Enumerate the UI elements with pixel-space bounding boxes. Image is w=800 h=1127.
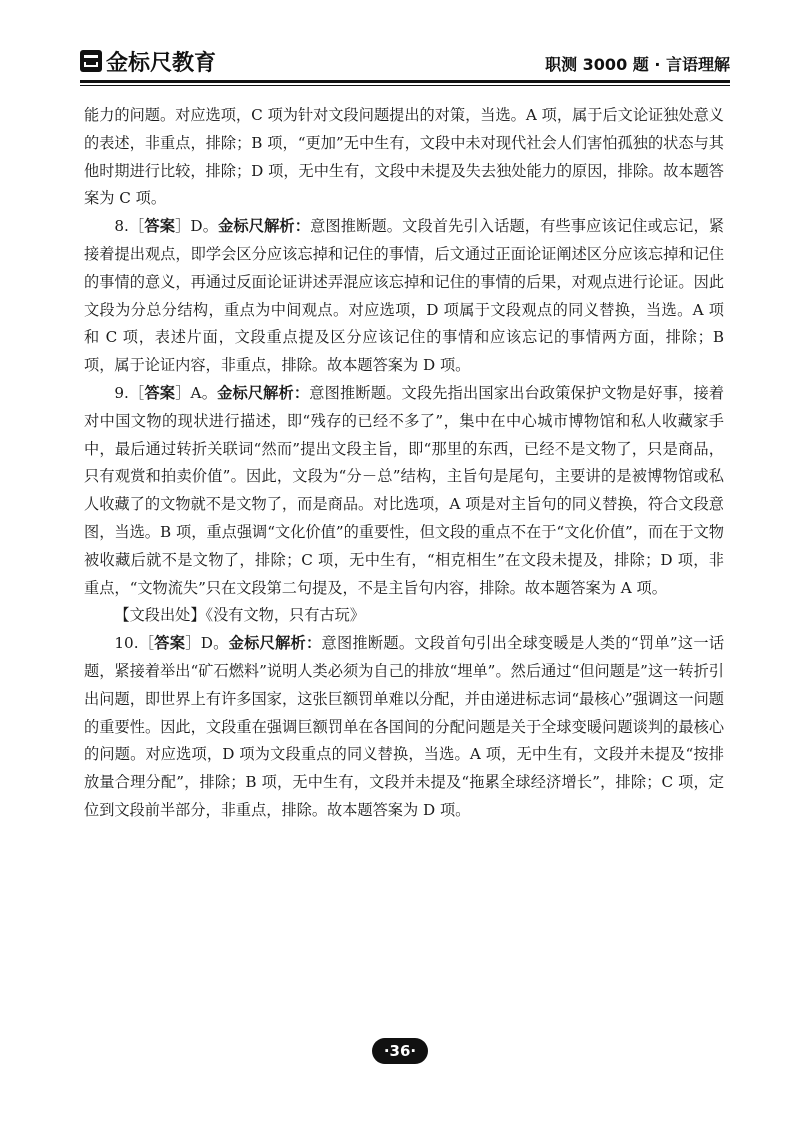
book-title: 职测 3000 题 · 言语理解	[545, 55, 730, 74]
question-10-answer-label: 答案	[154, 634, 186, 653]
brand-logo-icon	[80, 50, 102, 72]
question-9-answer: ］A。	[175, 383, 218, 402]
question-9-explanation	[84, 380, 724, 602]
brand-name: 金标尺教育	[106, 50, 217, 76]
question-8-number: 8.［	[114, 217, 145, 236]
continuation-paragraph: 能力的问题。对应选项，C 项为针对文段问题提出的对策，当选。A 项，属于后文论证独处意义的表述，非重点，排除；B 项，“更加”无中生有，文段中未对现代社会人们害怕孤独的状态与其他时期进行比较，排除；D 项，无中生有，文段中未提及失去独处能力的原因，排除。故本题答案为 C 项。	[84, 106, 724, 208]
page-header	[80, 44, 730, 80]
header-divider-thin	[80, 85, 730, 86]
source-note: 【文段出处】《没有文物，只有古玩》	[114, 606, 365, 625]
question-10-text: 意图推断题。文段首句引出全球变暖是人类的“罚单”这一话题，紧接着举出“矿石燃料”说明人类必须为自己的排放“埋单”。然后通过“但问题是”这一转折引出问题，即世界上有许多国家，这张巨额罚单难以分配，并由递进标志词“最核心”强调这一问题的重要性。因此，文段重在强调巨额罚单在各国间的分配问题是关于全球变暖问题谈判的最核心的问题。对应选项，D 项为文段重点的同义替换，当选。A 项，无中生有，文段并未提及“按排放量合理分配”，排除；B 项，无中生有，文段并未提及“拖累全球经济增长”，排除；C 项，定位到文段前半部分，非重点，排除。故本题答案为 D 项。	[84, 634, 725, 819]
question-9-answer-label: 答案	[144, 383, 176, 402]
question-9-number: 9.［	[114, 383, 145, 402]
question-8-answer: ］D。	[175, 217, 219, 236]
page-number: ·36·	[372, 1038, 428, 1064]
question-10-number: 10.［	[114, 634, 155, 653]
question-8-text: 意图推断题。文段首先引入话题，有些事应该记住或忘记，紧接着提出观点，即学会区分应该忘掉和记住的事情，后文通过正面论证阐述区分应该忘掉和记住的事情的意义，再通过反面论证讲述弄混应该忘掉和记住的事情的后果，对观点进行论证。因此文段为分总分结构，重点为中间观点。对应选项，D 项属于文段观点的同义替换，当选。A 项和 C 项，表述片面，文段重点提及区分应该记住的事情和应该忘记的事情两方面，排除；B 项，属于论证内容，非重点，排除。故本题答案为 D 项。	[84, 217, 725, 375]
question-10-analysis-label: 金标尺解析：	[228, 634, 322, 653]
header-divider	[80, 80, 730, 83]
question-8-analysis-label: 金标尺解析：	[218, 217, 311, 236]
page-content	[84, 102, 724, 825]
question-9-analysis-label: 金标尺解析：	[217, 383, 310, 402]
question-8-answer-label: 答案	[144, 217, 176, 236]
question-10-explanation	[84, 630, 724, 825]
brand-logo	[80, 48, 216, 74]
question-8-explanation	[84, 213, 724, 380]
question-10-answer: ］D。	[185, 634, 229, 653]
question-9-text: 意图推断题。文段先指出国家出台政策保护文物是好事，接着对中国文物的现状进行描述，即“残存的已经不多了”，集中在中心城市博物馆和私人收藏家手中，最后通过转折关联词“然而”提出文段主旨，即“那里的东西，已经不是文物了，只是商品，只有观赏和拍卖价值”。因此，文段为“分－总”结构，主旨句是尾句，主要讲的是被博物馆或私人收藏了的文物就不是文物了，而是商品。对比选项，A 项是对主旨句的同义替换，符合文段意图，当选。B 项，重点强调“文化价值”的重要性，但文段的重点不在于“文化价值”，而在于文物被收藏后就不是文物了，排除；C 项，无中生有，“相克相生”在文段未提及，排除；D 项，非重点，“文物流失”只在文段第二句提及，不是主旨句内容，排除。故本题答案为 A 项。	[84, 383, 725, 597]
